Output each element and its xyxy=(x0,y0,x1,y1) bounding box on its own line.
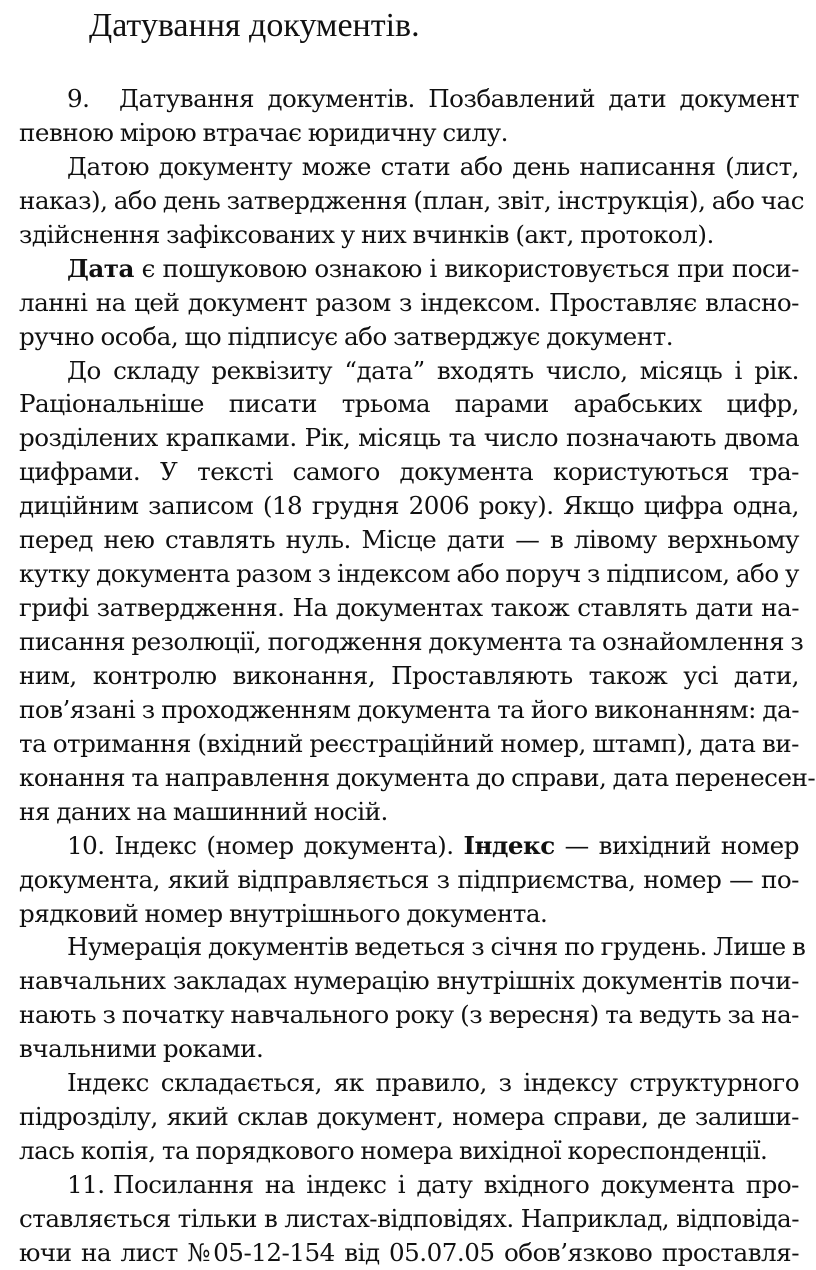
text-line: ручно особа, що підписує або затверджує документ. xyxy=(19,321,674,351)
bold-term: Індекс xyxy=(463,830,555,860)
text-line xyxy=(19,1168,799,1202)
text-line xyxy=(19,82,799,116)
text-line: підрозділу, який склав документ, номера справи, де залиши- xyxy=(19,1102,799,1132)
text-line: ня даних на машинний носій. xyxy=(19,796,388,826)
line-text: Датування документів. Позбавлений дати документ xyxy=(119,84,799,113)
text-line: Індекс складається, як правило, з індексу структурного xyxy=(67,1068,799,1098)
text-line: лась копія, та порядкового номера вихідної кореспонденції. xyxy=(19,1136,768,1166)
text-line: та отримання (вхідний реєстраційний номер, штамп), дата ви- xyxy=(19,728,799,758)
text-line: грифі затвердження. На документах також ставлять дати на- xyxy=(19,593,799,623)
text-line: Нумерація документів ведеться з січня по грудень. Лише в xyxy=(67,932,806,962)
page-title: Датування документів. xyxy=(89,7,420,44)
text-line: пов’язані з проходженням документа та його виконанням: да- xyxy=(19,694,799,724)
text-line: цифрами. У тексті самого документа користуються тра- xyxy=(19,457,799,487)
text-line: вчальними роками. xyxy=(19,1034,264,1064)
item-number: 10. xyxy=(67,830,105,860)
text-line: До складу реквізиту “дата” входять число, місяць і рік. xyxy=(67,355,799,385)
text-line: конання та направлення документа до справи, дата перенесен- xyxy=(19,762,816,792)
text-line: певною мірою втрачає юридичну силу. xyxy=(19,117,508,147)
line-text: є пошуковою ознакою і використовується при поси- xyxy=(133,253,799,283)
text-line: здійснення зафіксованих у них вчинків (акт, протокол). xyxy=(19,219,714,249)
text-line: розділених крапками. Рік, місяць та число позначають двома xyxy=(19,423,799,453)
line-text: — вихідний номер xyxy=(554,830,799,860)
text-line: Датою документу може стати або день написання (лист, xyxy=(67,151,799,181)
text-line: писання резолюції, погодження документа та ознайомлення з xyxy=(19,627,804,656)
text-line xyxy=(19,252,799,286)
text-line: ланні на цей документ разом з індексом. Проставляє власно- xyxy=(19,287,799,317)
bold-term: Дата xyxy=(67,253,134,283)
text-line xyxy=(19,829,799,863)
text-line: нають з початку навчального року (з вересня) та ведуть за на- xyxy=(19,1000,799,1030)
text-line: документа, який відправляється з підприємства, номер — по- xyxy=(19,864,799,894)
text-line: наказ), або день затвердження (план, звіт, інструкція), або час xyxy=(19,185,804,215)
text-line: ним, контролю виконання, Проставляють також усі дати, xyxy=(19,660,799,690)
item-heading: Індекс (номер документа). xyxy=(114,830,454,860)
text-line: перед нею ставлять нуль. Місце дати — в лівому верхньому xyxy=(19,525,799,555)
text-line: рядковий номер внутрішнього документа. xyxy=(19,898,548,928)
text-line: ставляється тільки в листах-відповідях. Наприклад, відповіда- xyxy=(19,1203,799,1233)
text-line: Раціональніше писати трьома парами арабських цифр, xyxy=(19,389,799,419)
text-line: кутку документа разом з індексом або поруч з підписом, або у xyxy=(19,559,799,589)
text-line: ючи на лист №05-12-154 від 05.07.05 обов’язково проставля- xyxy=(19,1237,799,1267)
item-number: 9. xyxy=(67,84,90,113)
text-line: навчальних закладах нумерацію внутрішніх документів почи- xyxy=(19,966,799,996)
item-number: 11. xyxy=(67,1170,105,1199)
line-text: Посилання на індекс і дату вхідного документа про- xyxy=(113,1170,799,1199)
text-line: диційним записом (18 грудня 2006 року). Якщо цифра одна, xyxy=(19,491,799,521)
document-body xyxy=(19,82,816,1270)
